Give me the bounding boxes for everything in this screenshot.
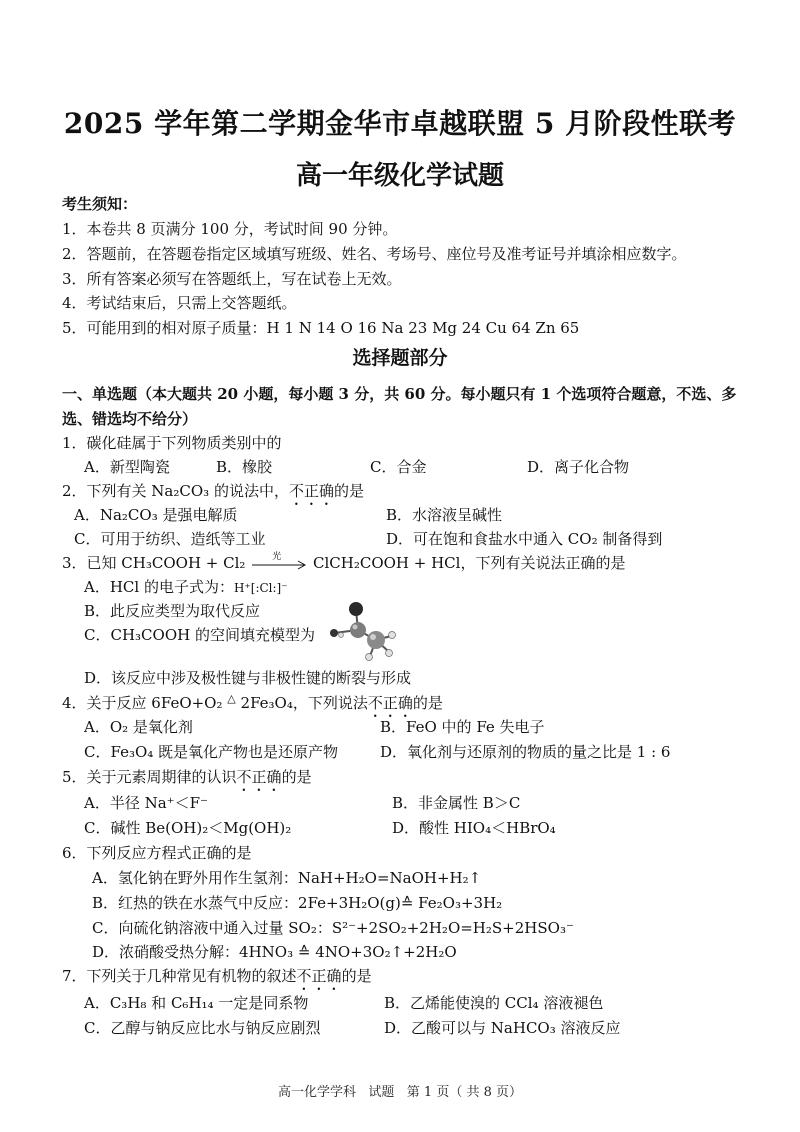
q5-stem-emphasis: 不正确 xyxy=(236,768,282,786)
hcl-electron-formula: H⁺[:Cl:]⁻ xyxy=(233,581,288,595)
q5-option-d: D．酸性 HIO₄＜HBrO₄ xyxy=(392,819,556,837)
q6-stem: 6．下列反应方程式正确的是 xyxy=(62,844,252,862)
q4-stem-emphasis: 不正确 xyxy=(367,694,413,712)
q3-stem xyxy=(62,552,625,573)
q7-stem-emphasis: 不正确 xyxy=(296,967,342,985)
q3-stem-pre: 3．已知 CH₃COOH + Cl₂ xyxy=(62,554,246,572)
q4-stem-pre: 4．关于反应 6FeO+O₂ xyxy=(62,694,223,712)
q3-option-a xyxy=(84,576,288,597)
q3-reaction-arrow xyxy=(250,552,308,571)
q2-stem-post: 的是 xyxy=(333,482,364,500)
q2-option-a: A．Na₂CO₃ 是强电解质 xyxy=(74,506,238,524)
q4-option-d: D．氧化剂与还原剂的物质的量之比是 1 : 6 xyxy=(380,743,671,761)
section-title: 选择题部分 xyxy=(352,347,448,369)
section-intro-line2: 选、错选均不给分） xyxy=(62,410,198,428)
q7-option-b: B．乙烯能使溴的 CCl₄ 溶液褪色 xyxy=(384,994,604,1012)
q5-option-c: C．碱性 Be(OH)₂＜Mg(OH)₂ xyxy=(84,819,292,837)
exam-title: 2025 学年第二学期金华市卓越联盟 5 月阶段性联考 xyxy=(63,107,737,140)
section-intro-line1: 一、单选题（本大题共 20 小题，每小题 3 分，共 60 分。每小题只有 1 个选项符合题意，不选、多 xyxy=(62,385,737,403)
notice-item-2: 2．答题前，在答题卷指定区域填写班级、姓名、考场号、座位号及准考证号并填涂相应数字。 xyxy=(62,245,687,263)
acetic-acid-model-icon xyxy=(318,600,418,670)
q1-option-c: C．合金 xyxy=(370,458,427,476)
q4-condition: △ xyxy=(227,692,236,705)
q3-option-c: C．CH₃COOH 的空间填充模型为 xyxy=(84,626,315,644)
q5-option-a: A．半径 Na⁺＜F⁻ xyxy=(84,794,208,812)
q6-option-b: B．红热的铁在水蒸气中反应：2Fe+3H₂O(g)≙ Fe₂O₃+3H₂ xyxy=(92,894,503,912)
q6-option-a: A．氢化钠在野外用作生氢剂：NaH+H₂O=NaOH+H₂↑ xyxy=(92,869,482,887)
q1-option-d: D．离子化合物 xyxy=(527,458,630,476)
q7-stem xyxy=(62,965,372,994)
q7-stem-pre: 7．下列关于几种常见有机物的叙述 xyxy=(62,967,297,985)
q6-option-d: D．浓硝酸受热分解：4HNO₃ ≙ 4NO+3O₂↑+2H₂O xyxy=(92,943,457,961)
q1-option-b: B．橡胶 xyxy=(216,458,273,476)
q3-option-a-text: A．HCl 的电子式为： xyxy=(84,578,234,596)
q2-option-d: D．可在饱和食盐水中通入 CO₂ 制备得到 xyxy=(386,530,663,548)
q7-stem-post: 的是 xyxy=(341,967,372,985)
q5-stem-pre: 5．关于元素周期律的认识 xyxy=(62,768,237,786)
q1-stem: 1．碳化硅属于下列物质类别中的 xyxy=(62,434,282,452)
q3-stem-post: ClCH₂COOH + HCl，下列有关说法正确的是 xyxy=(313,554,626,572)
q1-option-a: A．新型陶瓷 xyxy=(84,458,170,476)
page-footer: 高一化学学科 试题 第 1 页（ 共 8 页） xyxy=(278,1085,522,1100)
q2-stem-emphasis: 不正确 xyxy=(288,482,334,500)
q3-option-b: B．此反应类型为取代反应 xyxy=(84,602,261,620)
q5-stem xyxy=(62,766,312,795)
q4-option-b: B．FeO 中的 Fe 失电子 xyxy=(380,718,545,736)
q4-stem-post: 的是 xyxy=(412,694,443,712)
q2-option-b: B．水溶液呈碱性 xyxy=(386,506,503,524)
q2-stem-pre: 2．下列有关 Na₂CO₃ 的说法中， xyxy=(62,482,289,500)
q3-option-d: D．该反应中涉及极性键与非极性键的断裂与形成 xyxy=(84,669,412,687)
q4-option-c: C．Fe₃O₄ 既是氧化产物也是还原产物 xyxy=(84,743,339,761)
notice-item-4: 4．考试结束后，只需上交答题纸。 xyxy=(62,294,297,312)
q4-option-a: A．O₂ 是氧化剂 xyxy=(84,718,193,736)
exam-subtitle: 高一年级化学试题 xyxy=(295,161,504,191)
q5-stem-post: 的是 xyxy=(281,768,312,786)
q3-arrow-label: 光 xyxy=(272,552,282,562)
notice-item-1: 1．本卷共 8 页满分 100 分，考试时间 90 分钟。 xyxy=(62,220,398,238)
q5-option-b: B．非金属性 B＞C xyxy=(392,794,521,812)
notice-item-3: 3．所有答案必须写在答题纸上，写在试卷上无效。 xyxy=(62,270,402,288)
q7-option-d: D．乙酸可以与 NaHCO₃ 溶液反应 xyxy=(384,1019,621,1037)
q4-stem-mid: 2Fe₃O₄，下列说法 xyxy=(240,694,368,712)
notice-heading: 考生须知： xyxy=(62,195,138,213)
arrow-icon xyxy=(250,559,308,573)
q7-option-c: C．乙醇与钠反应比水与钠反应剧烈 xyxy=(84,1019,321,1037)
q7-option-a: A．C₃H₈ 和 C₆H₁₄ 一定是同系物 xyxy=(84,994,309,1012)
q2-option-c: C．可用于纺织、造纸等工业 xyxy=(74,530,266,548)
q6-option-c: C．向硫化钠溶液中通入过量 SO₂：S²⁻+2SO₂+2H₂O=H₂S+2HSO₃⁻ xyxy=(92,919,574,937)
notice-item-5: 5．可能用到的相对原子质量：H 1 N 14 O 16 Na 23 Mg 24 Cu 64 Zn 65 xyxy=(62,319,580,337)
